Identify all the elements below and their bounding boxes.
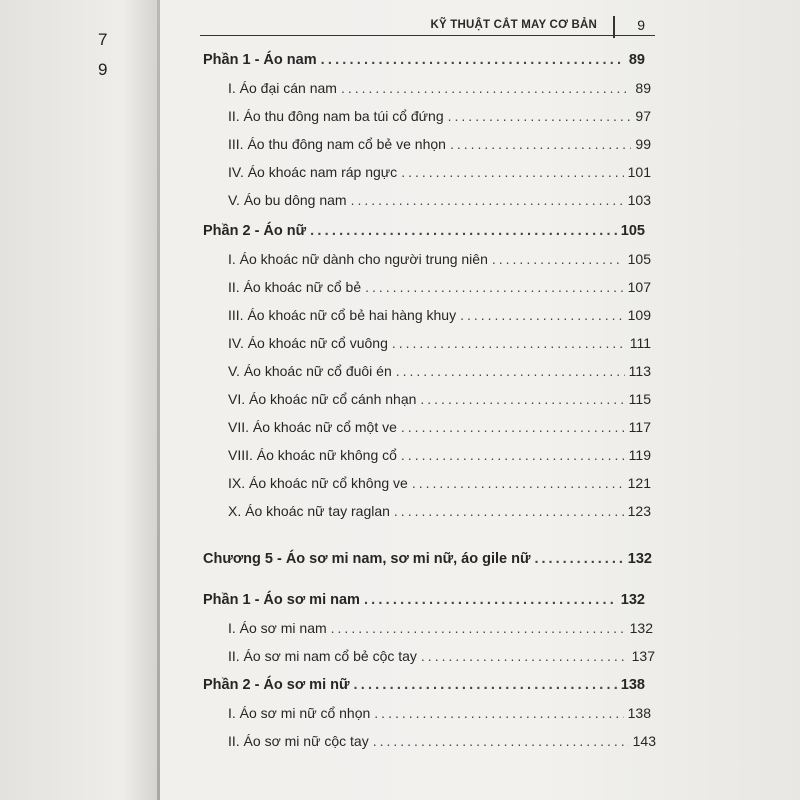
toc-entry [228, 475, 651, 491]
toc-page-number: 97 [635, 108, 651, 124]
toc-label: IV. Áo khoác nữ cổ vuông [228, 335, 388, 351]
toc-entry [228, 648, 655, 664]
toc-label: II. Áo khoác nữ cổ bẻ [228, 279, 362, 295]
toc-leader-dots [396, 363, 625, 379]
toc-label: V. Áo khoác nữ cổ đuôi én [228, 363, 392, 379]
toc-page-number: 109 [627, 307, 651, 323]
toc-entry [228, 733, 656, 749]
toc-label: I. Áo sơ mi nữ cổ nhọn [228, 705, 371, 721]
toc-entry [228, 335, 651, 351]
toc-leader-dots [492, 251, 624, 267]
toc-leader-dots [450, 136, 631, 152]
toc-leader-dots [365, 279, 624, 295]
toc-part-heading [203, 223, 645, 239]
toc-label: II. Áo sơ mi nam cổ bẻ cộc tay [228, 648, 417, 664]
header-title: KỸ THUẬT CẮT MAY CƠ BẢN [430, 19, 597, 31]
toc-entry [228, 279, 651, 295]
toc-leader-dots [421, 648, 628, 664]
toc-leader-dots [535, 551, 624, 567]
toc-label: Chương 5 - Áo sơ mi nam, sơ mi nữ, áo gile nữ [203, 551, 531, 567]
toc-label: Phần 1 - Áo nam [203, 52, 317, 68]
toc-entry [228, 251, 651, 267]
toc-page-number: 137 [631, 648, 655, 664]
toc-leader-dots [331, 620, 626, 636]
toc-entry [228, 391, 651, 407]
toc-leader-dots [354, 677, 617, 693]
toc-page-number: 138 [620, 677, 645, 693]
toc-entry [228, 447, 651, 463]
toc-label: V. Áo bu dông nam [228, 192, 347, 208]
toc-label: III. Áo thu đông nam cổ bẻ ve nhọn [228, 136, 446, 152]
toc-page-number: 89 [628, 52, 645, 68]
toc-page-number: 99 [635, 136, 651, 152]
toc-page-number: 103 [627, 192, 651, 208]
toc-entry [228, 164, 651, 180]
toc-part-heading [203, 677, 645, 693]
toc-page-number: 115 [628, 391, 651, 407]
toc-label: II. Áo sơ mi nữ cộc tay [228, 733, 369, 749]
toc-page-number: 132 [627, 551, 652, 567]
toc-part-heading [203, 52, 645, 68]
toc-page-number: 107 [627, 279, 651, 295]
left-page-fragment: 7 [98, 30, 108, 49]
toc-page-number: 105 [620, 223, 645, 239]
toc-label: III. Áo khoác nữ cổ bẻ hai hàng khuy [228, 307, 457, 323]
toc-entry [228, 419, 651, 435]
toc-label: X. Áo khoác nữ tay raglan [228, 503, 390, 519]
toc-label: Phần 1 - Áo sơ mi nam [203, 592, 360, 608]
toc-page-number: 132 [629, 620, 653, 636]
toc-page-number: 121 [627, 475, 651, 491]
toc-chapter-heading [203, 551, 652, 567]
toc-entry [228, 363, 651, 379]
toc-leader-dots [401, 419, 625, 435]
toc-leader-dots [310, 223, 617, 239]
toc-label: Phần 2 - Áo sơ mi nữ [203, 677, 350, 693]
toc-page-number: 138 [627, 705, 651, 721]
toc-leader-dots [394, 503, 624, 519]
toc-entry [228, 620, 653, 636]
toc-page-number: 113 [628, 363, 651, 379]
toc-page-number: 117 [628, 419, 651, 435]
toc-label: IV. Áo khoác nam ráp ngực [228, 164, 398, 180]
toc-page-number: 132 [620, 592, 645, 608]
toc-leader-dots [401, 164, 623, 180]
toc-page-number: 101 [627, 164, 651, 180]
toc-part-heading [203, 592, 645, 608]
toc-page-number: 111 [629, 335, 651, 351]
toc-leader-dots [401, 447, 625, 463]
toc-label: I. Áo khoác nữ dành cho người trung niên [228, 251, 488, 267]
toc-leader-dots [448, 108, 632, 124]
toc-leader-dots [420, 391, 624, 407]
toc-entry [228, 108, 651, 124]
toc-entry [228, 80, 651, 96]
toc-label: VIII. Áo khoác nữ không cổ [228, 447, 397, 463]
toc-leader-dots [341, 80, 631, 96]
toc-leader-dots [460, 307, 624, 323]
toc-entry [228, 503, 651, 519]
toc-label: VII. Áo khoác nữ cổ một ve [228, 419, 397, 435]
toc-leader-dots [392, 335, 626, 351]
header-page-number: 9 [637, 17, 645, 33]
toc-label: I. Áo đại cán nam [228, 80, 337, 96]
toc-label: Phần 2 - Áo nữ [203, 223, 307, 239]
toc-page-number: 105 [627, 251, 651, 267]
toc-label: VI. Áo khoác nữ cổ cánh nhạn [228, 391, 417, 407]
toc-page-number: 89 [635, 80, 651, 96]
toc-label: I. Áo sơ mi nam [228, 620, 327, 636]
toc-leader-dots [351, 192, 624, 208]
toc-label: IX. Áo khoác nữ cổ không ve [228, 475, 408, 491]
toc-page-number: 143 [632, 733, 656, 749]
toc-entry [228, 705, 651, 721]
toc-leader-dots [412, 475, 624, 491]
toc-leader-dots [364, 592, 617, 608]
toc-label: II. Áo thu đông nam ba túi cổ đứng [228, 108, 444, 124]
toc-entry [228, 192, 651, 208]
toc-page-number: 123 [627, 503, 651, 519]
left-page-fragment: 9 [98, 60, 108, 79]
toc-leader-dots [374, 705, 623, 721]
toc-entry [228, 307, 651, 323]
toc-entry [228, 136, 651, 152]
toc-leader-dots [373, 733, 629, 749]
toc-leader-dots [321, 52, 625, 68]
toc-page-number: 119 [628, 447, 651, 463]
